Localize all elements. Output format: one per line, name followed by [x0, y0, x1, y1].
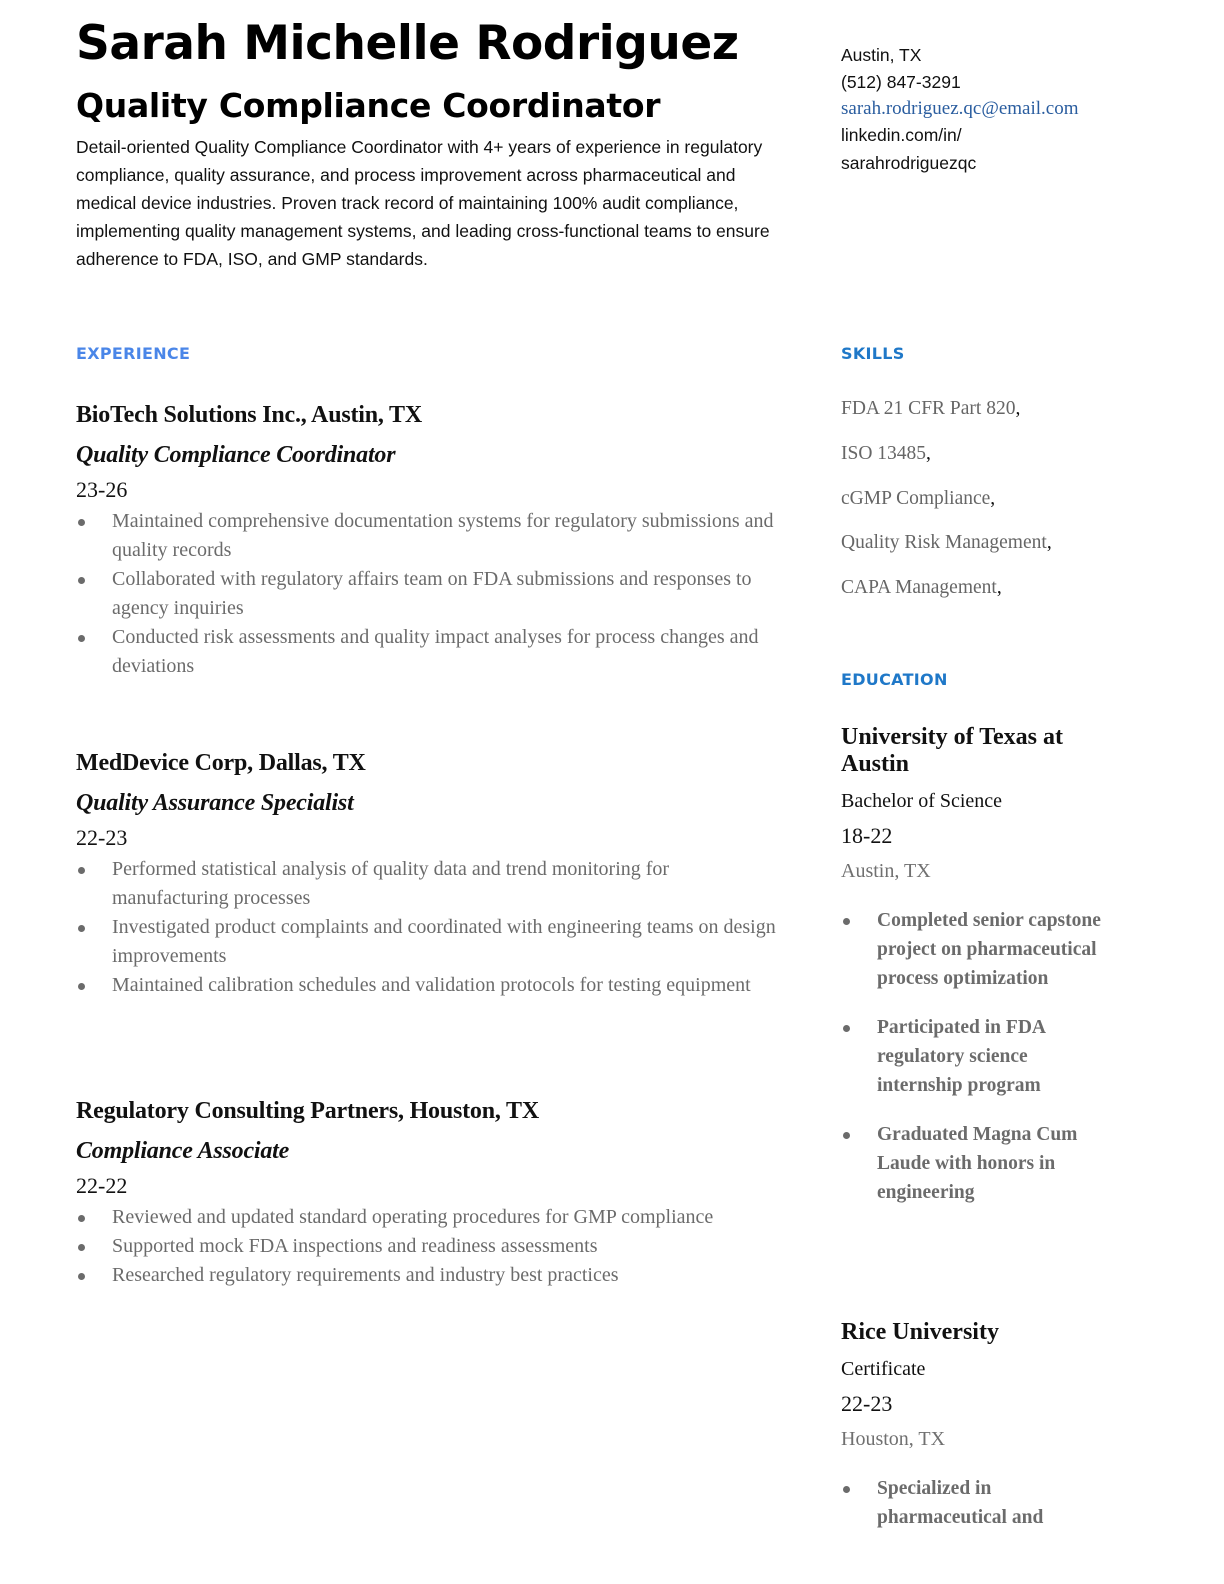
education-location: Austin, TX: [841, 860, 931, 882]
skill-text: FDA 21 CFR Part 820: [841, 398, 1016, 419]
degree: Bachelor of Science: [841, 790, 1003, 812]
job-bullet: [76, 1203, 776, 1232]
bullet-text: Collaborated with regulatory affairs team on FDA submissions and responses to agency inquiries: [112, 568, 752, 619]
job-role: Quality Compliance Coordinator: [76, 442, 396, 468]
job-bullets: [76, 507, 776, 681]
experience-entry: [76, 747, 776, 1000]
skill-item: [841, 484, 1111, 514]
bullet-text: Performed statistical analysis of quality data and trend monitoring for manufacturing processes: [112, 858, 670, 909]
bullet-icon: [78, 577, 85, 584]
contact-phone: (512) 847-3291: [841, 72, 961, 92]
contact-linkedin-link[interactable]: [841, 121, 1111, 177]
skill-separator: ,: [996, 577, 1002, 599]
candidate-title: Quality Compliance Coordinator: [76, 86, 661, 125]
skill-separator: ,: [1046, 532, 1052, 554]
skill-separator: ,: [990, 487, 996, 509]
education-entry: [841, 1319, 1101, 1552]
skills-list: [841, 394, 1111, 618]
job-bullet: [76, 1232, 776, 1261]
skill-item: [841, 439, 1111, 469]
school-name: University of Texas at Austin: [841, 724, 1063, 777]
bullet-icon: [78, 867, 85, 874]
linkedin-prefix: linkedin.com/in/: [841, 125, 962, 145]
education-bullets: [841, 1474, 1101, 1532]
contact-info: [841, 42, 1111, 177]
education-dates: 22-23: [841, 1391, 893, 1416]
contact-email-link[interactable]: sarah.rodriguez.qc@email.com: [841, 98, 1079, 119]
bullet-icon: [843, 1025, 850, 1032]
bullet-text: Maintained comprehensive documentation systems for regulatory submissions and quality records: [112, 510, 774, 561]
education-heading: EDUCATION: [841, 670, 948, 689]
contact-location: Austin, TX: [841, 45, 922, 65]
candidate-name: Sarah Michelle Rodriguez: [76, 16, 739, 71]
linkedin-handle: sarahrodriguezqc: [841, 153, 977, 173]
bullet-text: Reviewed and updated standard operating procedures for GMP compliance: [112, 1206, 714, 1228]
skill-text: ISO 13485: [841, 442, 927, 464]
education-bullet: [841, 906, 1101, 993]
education-bullets: [841, 906, 1101, 1207]
job-bullets: [76, 1203, 776, 1290]
bullet-text: Completed senior capstone project on pharmaceutical process optimization: [877, 910, 1101, 989]
skill-text: cGMP Compliance: [841, 487, 991, 509]
bullet-icon: [78, 635, 85, 642]
job-bullet: [76, 1261, 776, 1290]
job-role: Quality Assurance Specialist: [76, 790, 354, 816]
company-name: BioTech Solutions Inc., Austin, TX: [76, 402, 422, 428]
education-location: Houston, TX: [841, 1428, 946, 1450]
job-bullet: [76, 971, 776, 1000]
job-bullet: [76, 565, 776, 623]
professional-summary: Detail-oriented Quality Compliance Coordinator with 4+ years of experience in regulatory compliance, quality assurance, and process improvement across pharmaceutical and medical device industries. Proven track record of maintaining 100% audit compliance, implementing quality management systems, and leading cross-functional teams to ensure adherence to FDA, ISO, and GMP standards.: [76, 137, 770, 269]
company-name: Regulatory Consulting Partners, Houston, TX: [76, 1098, 539, 1124]
bullet-text: Participated in FDA regulatory science internship program: [877, 1017, 1045, 1096]
bullet-text: Investigated product complaints and coordinated with engineering teams on design improvements: [112, 916, 776, 967]
skill-item: [841, 528, 1111, 558]
degree: Certificate: [841, 1358, 926, 1380]
skill-separator: ,: [1015, 398, 1021, 419]
bullet-icon: [843, 918, 850, 925]
job-dates: 22-22: [76, 1173, 128, 1198]
skills-heading: SKILLS: [841, 344, 905, 363]
bullet-icon: [78, 1215, 85, 1222]
bullet-icon: [78, 519, 85, 526]
bullet-icon: [843, 1132, 850, 1139]
experience-entry: [76, 1095, 776, 1290]
bullet-text: Graduated Magna Cum Laude with honors in engineering: [877, 1124, 1078, 1203]
experience-entry: [76, 399, 776, 681]
bullet-text: Conducted risk assessments and quality impact analyses for process changes and deviations: [112, 626, 759, 677]
skill-item: [841, 573, 1111, 603]
experience-heading: EXPERIENCE: [76, 344, 191, 363]
skill-item: [841, 394, 1111, 424]
job-bullet: [76, 855, 776, 913]
bullet-text: Specialized in pharmaceutical and: [877, 1478, 1044, 1528]
job-dates: 23-26: [76, 477, 128, 502]
job-bullet: [76, 623, 776, 681]
job-dates: 22-23: [76, 825, 128, 850]
bullet-icon: [78, 1273, 85, 1280]
education-entry: [841, 724, 1101, 1227]
bullet-icon: [78, 925, 85, 932]
job-bullets: [76, 855, 776, 1000]
education-bullet: [841, 1474, 1101, 1532]
job-role: Compliance Associate: [76, 1138, 290, 1164]
company-name: MedDevice Corp, Dallas, TX: [76, 750, 366, 776]
bullet-text: Researched regulatory requirements and industry best practices: [112, 1264, 619, 1286]
education-dates: 18-22: [841, 823, 893, 848]
school-name: Rice University: [841, 1319, 999, 1345]
education-bullet: [841, 1013, 1101, 1100]
skill-text: Quality Risk Management: [841, 532, 1047, 554]
skill-text: CAPA Management: [841, 577, 997, 599]
bullet-icon: [78, 983, 85, 990]
job-bullet: [76, 913, 776, 971]
skill-separator: ,: [926, 442, 931, 464]
job-bullet: [76, 507, 776, 565]
bullet-text: Maintained calibration schedules and validation protocols for testing equipment: [112, 974, 751, 996]
bullet-icon: [78, 1244, 85, 1251]
bullet-icon: [843, 1486, 850, 1493]
bullet-text: Supported mock FDA inspections and readiness assessments: [112, 1235, 598, 1257]
education-bullet: [841, 1120, 1101, 1207]
